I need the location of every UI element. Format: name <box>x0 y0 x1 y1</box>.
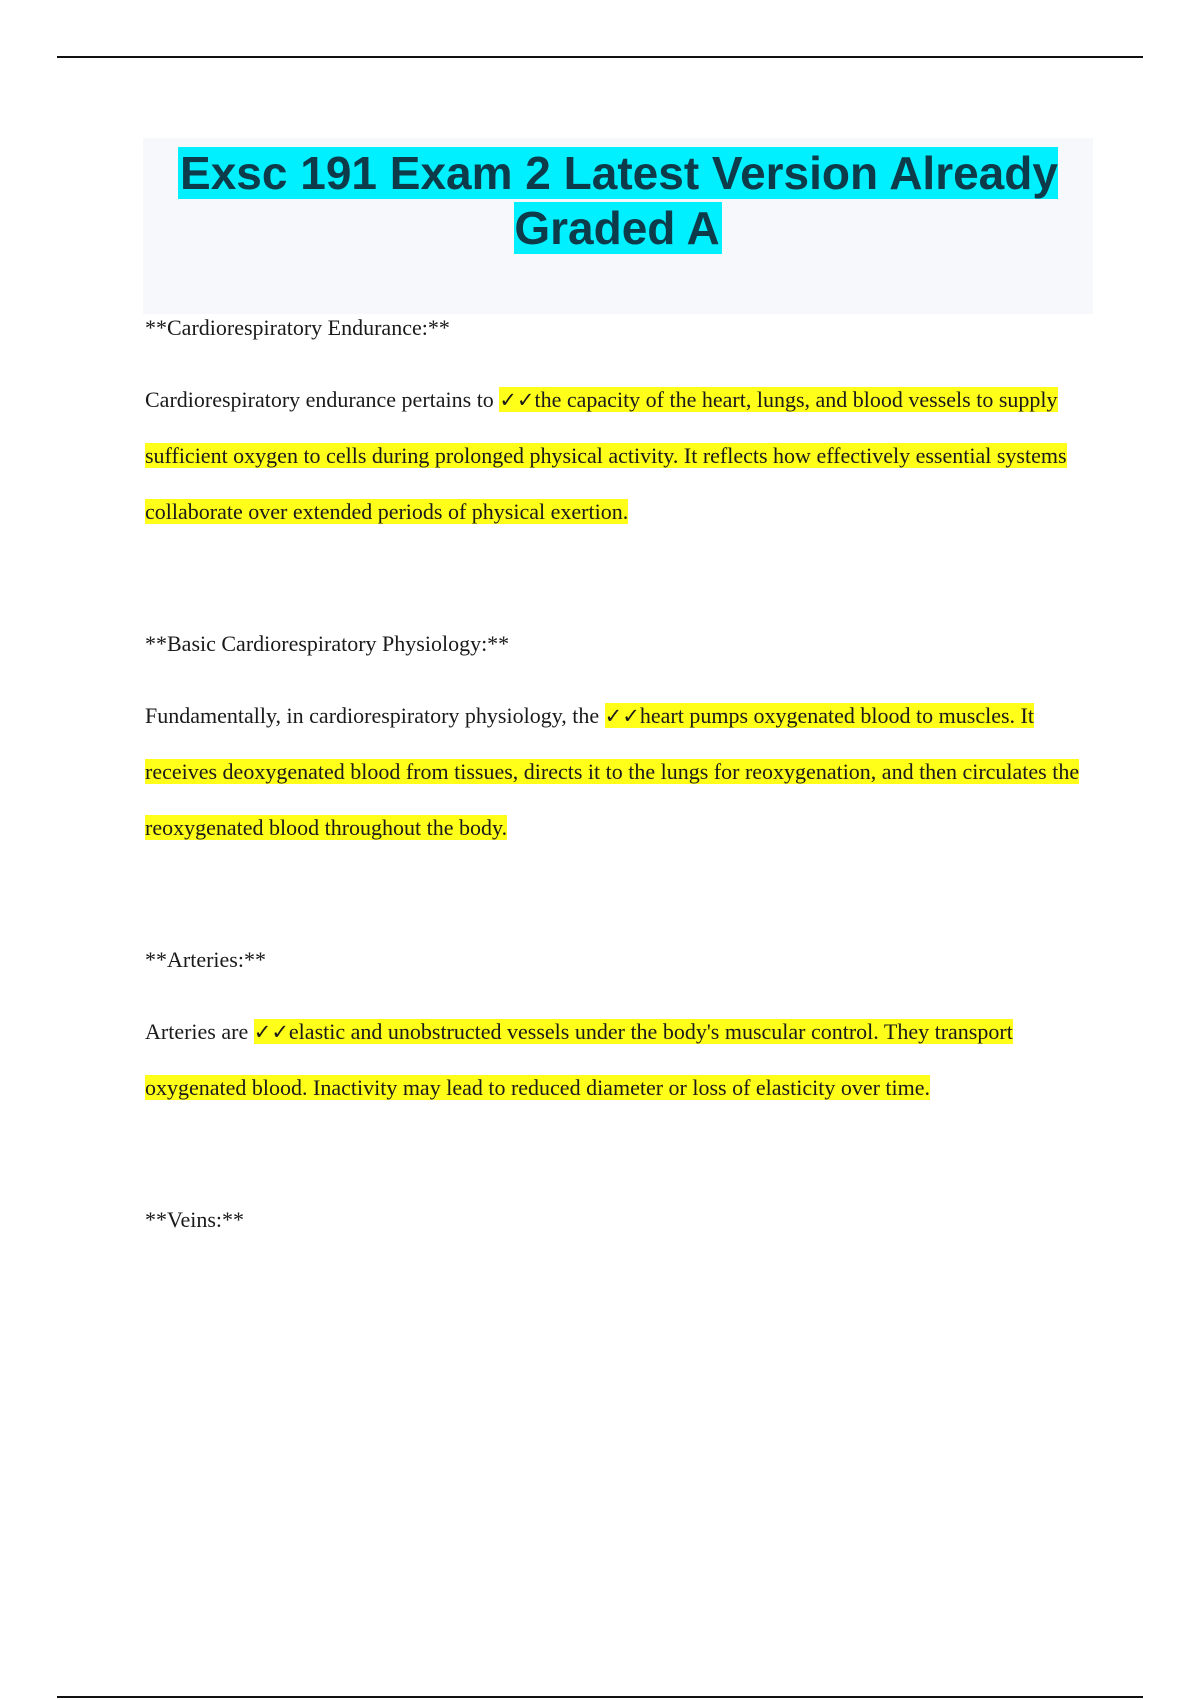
section-basic-physiology <box>145 624 1090 856</box>
section-paragraph <box>145 688 1090 856</box>
section-cardiorespiratory-endurance <box>145 308 1090 540</box>
answer-text: elastic and unobstructed vessels under the body's muscular control. They transport oxygenated blood. Inactivity may lead to reduced diameter or loss of elasticity over time. <box>145 1019 1013 1100</box>
section-arteries <box>145 940 1090 1116</box>
answer-text: heart pumps oxygenated blood to muscles. It receives deoxygenated blood from tissues, directs it to the lungs for reoxygenation, and then circulates the reoxygenated blood throughout the body. <box>145 703 1080 840</box>
highlighted-answer <box>145 1019 1013 1100</box>
document-body <box>145 308 1090 1240</box>
title-block <box>143 138 1093 314</box>
top-rule <box>57 56 1143 58</box>
check-marks-icon: ✓✓ <box>604 704 640 728</box>
bottom-rule <box>57 1696 1143 1698</box>
answer-text: the capacity of the heart, lungs, and blood vessels to supply sufficient oxygen to cells during prolonged physical activity. It reflects how effectively essential systems collaborate over extended periods of physical exertion. <box>145 387 1067 524</box>
question-lead: Fundamentally, in cardiorespiratory physiology, the <box>145 703 605 728</box>
section-heading: **Cardiorespiratory Endurance:** <box>145 315 450 340</box>
section-heading: **Arteries:** <box>145 947 266 972</box>
check-marks-icon: ✓✓ <box>499 388 535 412</box>
section-paragraph <box>145 1004 1090 1116</box>
section-heading: **Veins:** <box>145 1207 244 1232</box>
section-heading: **Basic Cardiorespiratory Physiology:** <box>145 631 510 656</box>
question-lead: Cardiorespiratory endurance pertains to <box>145 387 500 412</box>
question-lead: Arteries are <box>145 1019 254 1044</box>
section-veins <box>145 1200 1090 1240</box>
section-paragraph <box>145 372 1090 540</box>
document-title: Exsc 191 Exam 2 Latest Version Already Graded A <box>180 147 1058 254</box>
check-marks-icon: ✓✓ <box>253 1020 289 1044</box>
